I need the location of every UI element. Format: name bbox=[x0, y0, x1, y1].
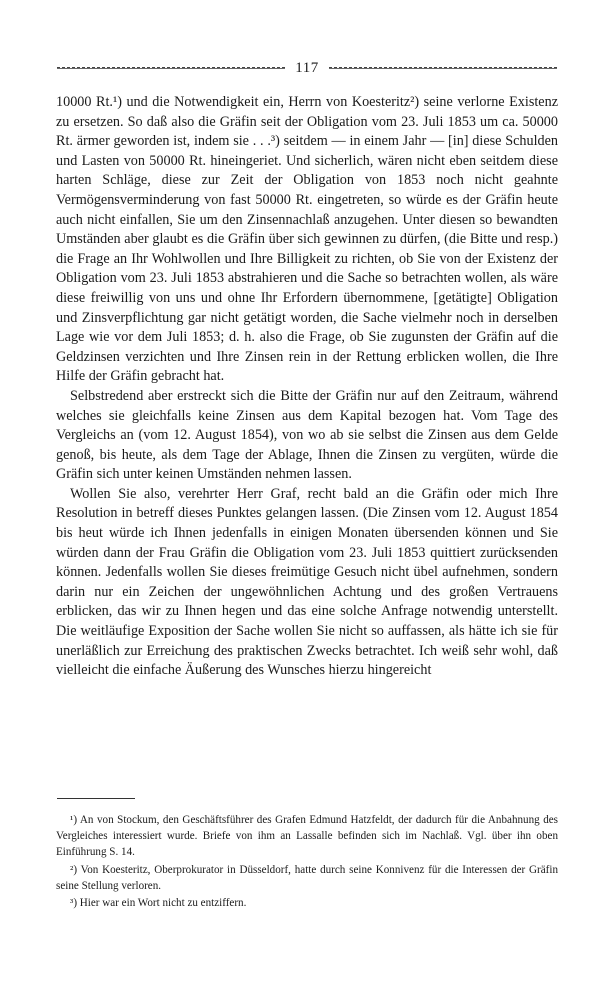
footnote-3: ³) Hier war ein Wort nicht zu entziffern. bbox=[70, 897, 247, 910]
footnote-separator bbox=[57, 798, 135, 799]
footnote-2: ²) Von Koesteritz, Oberprokurator in Düsseldorf, hatte durch seine Konnivenz für die Interessen der Gräfin seine Stellung verloren. bbox=[56, 863, 558, 892]
paragraph-2: Selbstredend aber erstreckt sich die Bitte der Gräfin nur auf den Zeitraum, während welches sie gleichfalls keine Zinsen aus dem Kapital bezogen hat. Vom Tage des Vergleichs an (vom 12. August 1854), von wo ab sie selbst die Zinsen aus dem Gelde genoß, bis heute, als dem Tage der Ablage, Ihnen die Zinsen zu vergüten, würde die Gräfin sich unter keinen Umständen nehmen lassen. bbox=[56, 387, 558, 483]
paragraph-1: 10000 Rt.¹) und die Notwendigkeit ein, Herrn von Koesteritz²) seine verlorne Existenz zu ersetzen. So daß also die Gräfin seit der Obligation vom 23. Juli 1853 um ca. 50000 Rt. ärmer geworden ist, indem sie . . .³) seitdem — in einem Jahr — [in] diese Schulden und Lasten von 50000 Rt. hineingeriet. Und sicherlich, wären nicht eben seitdem diese harten Schläge, diese zur Zeit der Obligation von 1853 noch nicht geahnte Vermögensverminderung von fast 50000 Rt. eingetreten, so würde es der Gräfin heute auch nicht einfallen, Sie um den Zinsennachlaß anzugehen. Unter diesen so bewandten Umständen aber glaubt es die Gräfin über sich gewinnen zu dürfen, (die Bitte und resp.) die Frage an Ihr Wohlwollen und Ihre Billigkeit zu richten, ob Sie von der Existenz der Obligation vom 23. Juli 1853 abstrahieren und die Sache so betrachten wollen, als wäre diese freiwillig von uns und ohne Ihr Erfordern übernommene, [getätigte] Obligation und Zinsverpflichtung gar nicht getätigt worden, die Sache vielmehr noch in derselben Lage wie vor dem Juli 1853; d. h. also die Frage, ob Sie zugunsten der Gräfin auf die Geldzinsen verzichten und Ihre Zinsen rein in der Rettung erblicken wollen, die Ihre Hilfe der Gräfin gebracht hat. bbox=[56, 94, 558, 385]
footnote-1: ¹) An von Stockum, den Geschäftsführer des Grafen Edmund Hatzfeldt, der dadurch für die Anbahnung des Vergleiches interessiert wurde. Briefe von ihm an Lassalle befinden sich im Nachlaß. Vgl. über ihn oben Einführung S. 14. bbox=[56, 814, 558, 859]
header-rule-right bbox=[329, 67, 557, 69]
header-rule-left bbox=[57, 67, 285, 69]
page-number: 117 bbox=[295, 59, 319, 76]
footnotes bbox=[56, 812, 558, 912]
running-header bbox=[57, 58, 557, 78]
main-text bbox=[56, 93, 558, 681]
paragraph-3: Wollen Sie also, verehrter Herr Graf, recht bald an die Gräfin oder mich Ihre Resolution in betreff dieses Punktes gelangen lassen. (Die Zinsen vom 12. August 1854 bis heut würde ich Ihnen jedenfalls in einigen Monaten übersenden können und Sie würden dann der Frau Gräfin die Obligation vom 23. Juli 1853 quittiert zurücksenden können. Jedenfalls wollen Sie dieses freimütige Gesuch nicht übel aufnehmen, sondern darin nur ein Zeichen der ungewöhnlichen Achtung und des großen Vertrauens erblicken, das wir zu Ihnen hegen und das eine solche Anfrage notwendig unterstellt. Die weitläufige Exposition der Sache wollen Sie nicht so auffassen, als hätte ich sie für unerläßlich zur Erreichung des praktischen Zwecks betrachtet. Ich weiß sehr wohl, daß vielleicht die einfache Äußerung des Wunsches hierzu hingereicht bbox=[56, 485, 558, 679]
